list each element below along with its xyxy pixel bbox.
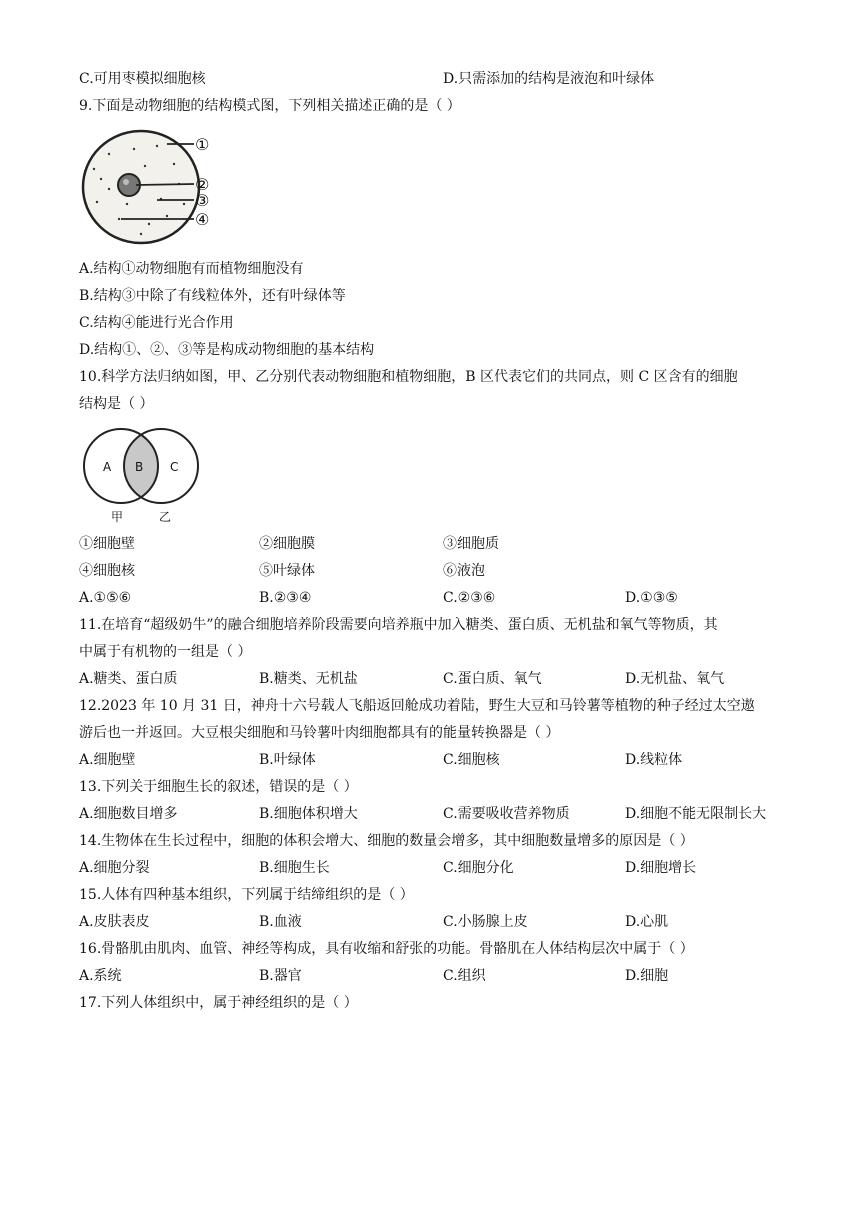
q16-option-a: A.系统 <box>79 968 122 984</box>
q15-option-a: A.皮肤表皮 <box>79 914 150 930</box>
venn-label-left: 甲 <box>111 510 124 524</box>
figure-label-1: ① <box>195 135 210 154</box>
q13-option-c: C.需要吸收营养物质 <box>443 806 570 822</box>
q10-item-5: ⑤叶绿体 <box>259 563 315 579</box>
q9-option-d: D.结构①、②、③等是构成动物细胞的基本结构 <box>79 342 375 358</box>
q16-stem: 16.骨骼肌由肌肉、血管、神经等构成，具有收缩和舒张的功能。骨骼肌在人体结构层次中属于（ ） <box>79 941 694 957</box>
figure-label-3: ③ <box>195 191 210 210</box>
q15-option-d: D.心肌 <box>625 914 669 930</box>
q11-stem-line1: 11.在培育“超级奶牛”的融合细胞培养阶段需要向培养瓶中加入糖类、蛋白质、无机盐和氧气等物质，其 <box>79 617 718 633</box>
venn-label-b: B <box>135 460 144 474</box>
q14-option-b: B.细胞生长 <box>259 860 330 876</box>
q13-option-d: D.细胞不能无限制长大 <box>625 806 767 822</box>
q8-option-d: D.只需添加的结构是液泡和叶绿体 <box>443 71 655 87</box>
venn-label-c: C <box>170 460 179 474</box>
figure-label-2: ② <box>195 175 210 194</box>
q11-option-d: D.无机盐、氧气 <box>625 671 725 687</box>
q9-option-c: C.结构④能进行光合作用 <box>79 315 234 331</box>
q17-stem: 17.下列人体组织中，属于神经组织的是（ ） <box>79 995 358 1011</box>
q10-item-4: ④细胞核 <box>79 563 135 579</box>
cell-membrane <box>83 131 199 243</box>
q15-option-b: B.血液 <box>259 914 302 930</box>
q12-option-d: D.线粒体 <box>625 752 683 768</box>
q13-stem: 13.下列关于细胞生长的叙述，错误的是（ ） <box>79 779 358 795</box>
q14-option-a: A.细胞分裂 <box>79 860 150 876</box>
q10-item-3: ③细胞质 <box>443 536 499 552</box>
q16-option-b: B.器官 <box>259 968 302 984</box>
venn-diagram <box>79 422 209 526</box>
q11-stem-line2: 中属于有机物的一组是（ ） <box>79 644 252 660</box>
q10-stem-line1: 10.科学方法归纳如图，甲、乙分别代表动物细胞和植物细胞，B 区代表它们的共同点，则 C 区含有的细胞 <box>79 369 738 385</box>
q12-stem-line2: 游后也一并返回。大豆根尖细胞和马铃薯叶肉细胞都具有的能量转换器是（ ） <box>79 725 560 741</box>
q16-option-c: C.组织 <box>443 968 486 984</box>
q10-option-b: B.②③④ <box>259 590 312 606</box>
q13-option-a: A.细胞数目增多 <box>79 806 178 822</box>
q11-option-c: C.蛋白质、氧气 <box>443 671 542 687</box>
q14-option-d: D.细胞增长 <box>625 860 697 876</box>
q12-option-c: C.细胞核 <box>443 752 500 768</box>
nucleolus <box>123 179 129 185</box>
q13-option-b: B.细胞体积增大 <box>259 806 358 822</box>
q11-option-a: A.糖类、蛋白质 <box>79 671 178 687</box>
q14-stem: 14.生物体在生长过程中，细胞的体积会增大、细胞的数量会增多，其中细胞数量增多的原因是（ ） <box>79 833 694 849</box>
venn-label-a: A <box>103 460 112 474</box>
q10-option-a: A.①⑤⑥ <box>79 590 132 606</box>
q9-option-a: A.结构①动物细胞有而植物细胞没有 <box>79 261 304 277</box>
animal-cell-figure <box>79 124 219 248</box>
venn-label-right: 乙 <box>159 510 172 524</box>
q14-option-c: C.细胞分化 <box>443 860 514 876</box>
q8-option-c: C.可用枣模拟细胞核 <box>79 71 206 87</box>
q15-option-c: C.小肠腺上皮 <box>443 914 528 930</box>
q10-stem-line2: 结构是（ ） <box>79 396 154 412</box>
q9-stem: 9.下面是动物细胞的结构模式图，下列相关描述正确的是（ ） <box>79 98 461 114</box>
q10-option-d: D.①③⑤ <box>625 590 678 606</box>
q10-item-1: ①细胞壁 <box>79 536 135 552</box>
q10-option-c: C.②③⑥ <box>443 590 496 606</box>
q10-item-2: ②细胞膜 <box>259 536 315 552</box>
q9-option-b: B.结构③中除了有线粒体外，还有叶绿体等 <box>79 288 346 304</box>
q11-option-b: B.糖类、无机盐 <box>259 671 358 687</box>
q10-item-6: ⑥液泡 <box>443 563 485 579</box>
q12-option-b: B.叶绿体 <box>259 752 316 768</box>
figure-label-4: ④ <box>195 210 210 229</box>
q12-option-a: A.细胞壁 <box>79 752 136 768</box>
q15-stem: 15.人体有四种基本组织，下列属于结缔组织的是（ ） <box>79 887 414 903</box>
q16-option-d: D.细胞 <box>625 968 669 984</box>
q12-stem-line1: 12.2023 年 10 月 31 日，神舟十六号载人飞船返回舱成功着陆，野生大豆和马铃薯等植物的种子经过太空遨 <box>79 698 755 714</box>
